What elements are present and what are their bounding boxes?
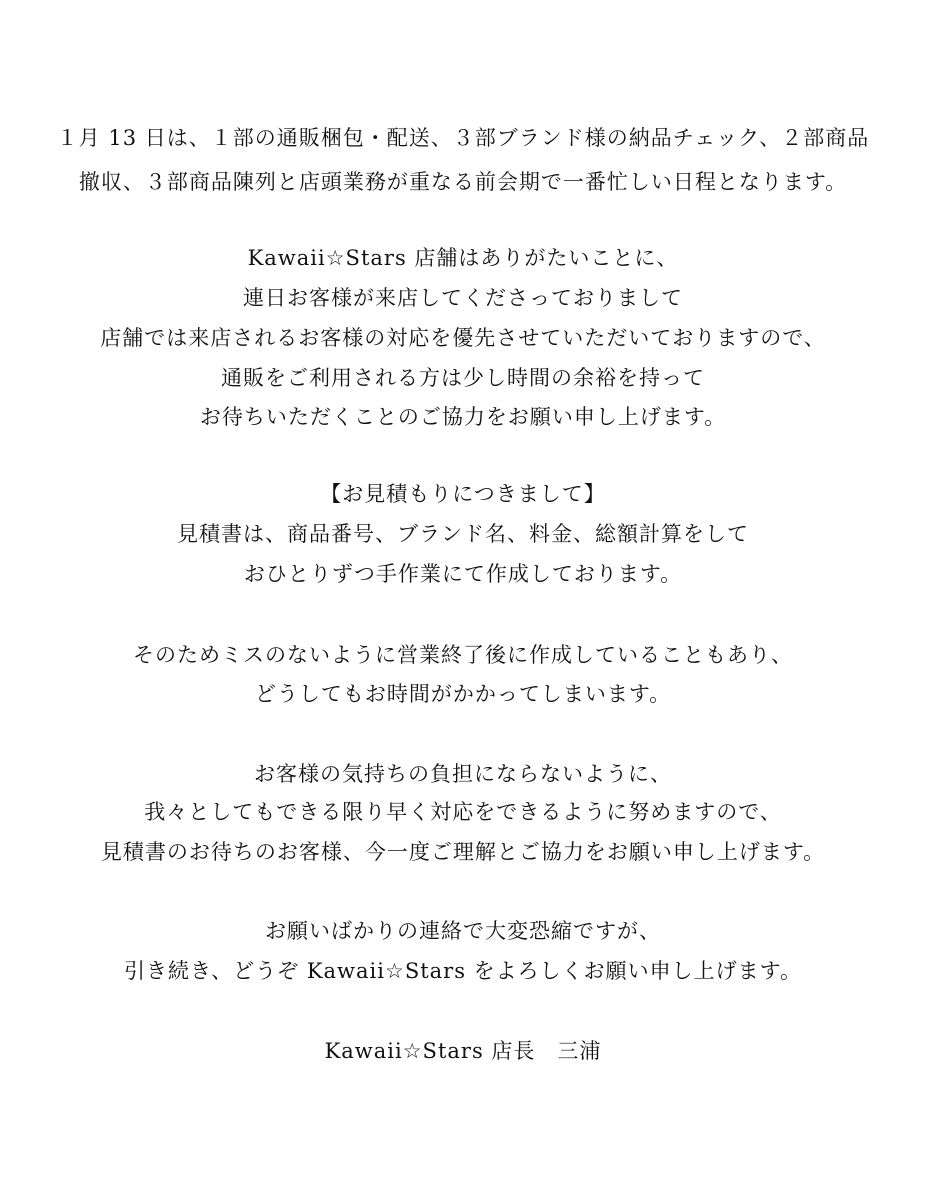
consideration-line-1: お客様の気持ちの負担にならないように、 [254,762,672,786]
store-line-5: お待ちいただくことのご協力をお願い申し上げます。 [199,405,727,429]
time-line-1: そのためミスのないように営業終了後に作成していることもあり、 [133,643,793,667]
intro-line-2: 撤収、３部商品陳列と店頭業務が重なる前会期で一番忙しい日程となります。 [78,170,848,194]
estimate-line-1: 見積書は、商品番号、ブランド名、料金、総額計算をして [177,522,749,546]
estimate-heading: 【お見積もりにつきまして】 [320,482,606,506]
intro-line-1: １月 13 日は、１部の通販梱包・配送、３部ブランド様の納品チェック、２部商品 [56,126,870,150]
store-line-4: 通販をご利用される方は少し時間の余裕を持って [221,366,705,390]
store-line-1: Kawaii☆Stars 店舗はありがたいことに、 [247,246,679,270]
consideration-line-2: 我々としてもできる限り早く対応をできるように努めますので、 [144,800,782,824]
closing-line-2: 引き続き、どうぞ Kawaii☆Stars をよろしくお願い申し上げます。 [124,959,802,983]
signature: Kawaii☆Stars 店長 三浦 [324,1039,602,1063]
closing-line-1: お願いばかりの連絡で大変恐縮ですが、 [265,919,661,943]
store-line-2: 連日お客様が来店してくださっておりまして [243,286,683,310]
store-line-3: 店舗では来店されるお客様の対応を優先させていただいておりますので、 [100,326,826,350]
time-line-2: どうしてもお時間がかかってしまいます。 [254,682,672,706]
consideration-line-3: 見積書のお待ちのお客様、今一度ご理解とご協力をお願い申し上げます。 [100,840,826,864]
estimate-line-2: おひとりずつ手作業にて作成しております。 [243,562,683,586]
